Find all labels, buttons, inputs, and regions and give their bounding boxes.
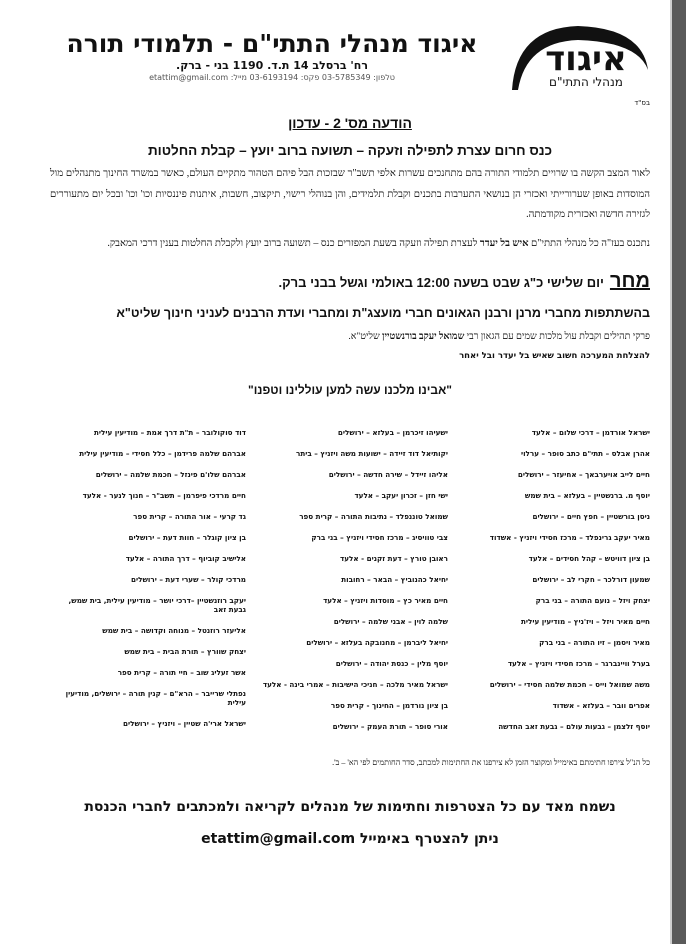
signatories xyxy=(50,428,650,743)
signatory: ישראל ארי'ה שטיין – ויזניץ – ירושלים xyxy=(123,719,246,728)
organization-contact: טלפון: 03-5785349 פקס: 03-6193194 מייל: etattim@gmail.com xyxy=(149,73,395,82)
signatory: נפתלי שרייבר – הרא"ם – קנין תורה – ירושלים, מודיעין עילית xyxy=(65,689,246,707)
text: פרקי תהילים וקבלת עול מלכות שמים עם הגאון רבי xyxy=(464,332,650,342)
signatory: חיים מרדכי פיפרמן – תשב"ר – חנוך לנער - אלעד xyxy=(82,491,246,500)
tomorrow-label: מחר xyxy=(609,270,650,292)
psalms-line xyxy=(50,330,650,344)
letterhead xyxy=(50,20,650,92)
signatory: חיים מאיר ויזל – ויז'ניץ – מודיעין עילית xyxy=(520,617,650,626)
gathering-paragraph xyxy=(50,234,650,255)
signatory: אברהם שלו'ם פינזל – חכמת שלמה – ירושלים xyxy=(95,470,246,479)
signatory: ראובן טורץ – דעת זקנים - אלעד xyxy=(340,554,448,563)
text: לעצרת תפילה וזעקה בשעת המפזרים כנס – תשועה ברוב יועץ ולקבלת החלטות בענין דרכי המאבק. xyxy=(107,237,480,249)
signatory: ישראל אורדמן – דרכי שלום – אלעד xyxy=(531,428,650,437)
organization-logo xyxy=(508,20,650,92)
signatory: משה שמואל וייס – חכמת שלמה חסידי – ירושלים xyxy=(489,680,650,689)
signatory: יעקב רוזנשטיין –דרכי יושר – מודיעין עילית, בית שמש, גבעת זאב xyxy=(68,596,246,614)
svg-text:איגוד: איגוד xyxy=(545,39,627,79)
signatory: מאיר ויסמן – זיו התורה - בני ברק xyxy=(539,638,650,647)
bsd-mark: בס"ד xyxy=(634,99,650,107)
intro-paragraph: לאור המצב הקשה בו שרויים תלמודי התורה בהם מתחנכים עשרות אלפי תשב"ר שבזכות הבל פיהם הטהור מתקיים העולם, כאשר במשרד החינוך מתנהלים מול המוסדות באופן שערורייתי ואכזרי הן בנושאי התערבות בתכנים וקבלת תלמידים, והן בנוהלי רישוי, תיקצוב, חשבות, איתנות פיננסיות וכו' וכו' ובכל יום מתעוררים לגזירה חדשה ואכזרית מקודמתה. xyxy=(50,168,650,220)
footnote: כל הנ"ל צירפו חתימתם באימייל ומקוצר הזמן לא צירפנו את החתימות למכתב, סדר החותמים לפי הא' – ב'. xyxy=(332,758,650,767)
signatory: יוסף זלצמן – גבעות עולם – גבעת זאב החדשה xyxy=(498,722,650,731)
signatory: חיים לייב אויערבאך – אחיעזר – ירושלים xyxy=(517,470,650,479)
letterhead-text xyxy=(50,29,494,83)
signatory: בן ציון דוויטש – קהל חסידים – אלעד xyxy=(528,554,650,563)
signatory: ישי חזן – זכרון יעקב – אלעד xyxy=(354,491,448,500)
signatories-column-2 xyxy=(252,428,448,743)
quote: "אבינו מלכנו עשה למען עוללינו וטפנו" xyxy=(248,383,452,397)
text: שליט"א. xyxy=(348,332,383,342)
email-label: ניתן להצטרף באימייל xyxy=(359,831,499,847)
signatory: ניסן בורשטיין – חפץ חיים – ירושלים xyxy=(532,512,650,521)
signatory: שלמה לוין – אבני שלמה – ירושלים xyxy=(333,617,448,626)
participants-line: בהשתתפות מחברי מרנן ורבנן הגאונים חברי מועצג"ת ומחברי ועדת הרבנים לעניני חינוך שליט"א xyxy=(116,306,650,320)
rabbi-name: שמואל יעקב בורנשטיין xyxy=(382,332,465,342)
event-time xyxy=(50,268,650,296)
signatories-column-1 xyxy=(454,428,650,743)
logo-arc-icon xyxy=(508,20,650,92)
emphasis: איש בל יעדר xyxy=(479,237,529,249)
signatory: דוד סוקולובר – ת"ת דרך אמת – מודיעין עילית xyxy=(93,428,246,437)
signatory: ישעיהו זיכרמן – בעלזא – ירושלים xyxy=(337,428,448,437)
signatory: בן ציון נורדמן – החינוך - קרית ספר xyxy=(330,701,448,710)
page-edge xyxy=(670,0,672,944)
organization-name: איגוד מנהלי התתי"ם - תלמודי תורה xyxy=(66,29,478,58)
signatory: מאיר יעקב גרינפלד – מרכז חסידי ויזניץ - אשדוד xyxy=(489,533,650,542)
organization-address: רח' ברסלב 14 ת.ד. 1190 בני - ברק. xyxy=(176,59,368,72)
signatory: אברהם שלמה פרידמן – כלל חסידי – מודיעין עילית xyxy=(79,449,246,458)
scrollbar[interactable] xyxy=(672,0,686,944)
signatory: אפרים וובר – בעלזא - אשדוד xyxy=(552,701,650,710)
signatory: יוסף מ. ברנשטיין – בעלזא – בית שמש xyxy=(524,491,650,500)
signatory: אליעזר רוזנטל – מנוחה וקדושה – בית שמש xyxy=(102,626,246,635)
signatory: אהרן אבלס – תתי"ם כתב סופר – ערלוי xyxy=(520,449,650,458)
signatory: יצחק שוורץ – תורת הבית – בית שמש xyxy=(124,647,246,656)
signatory: אלישיב קוביוף – דרך התורה – אלעד xyxy=(125,554,246,563)
signatory: יקותיאל דוד זיידה – ישועות משה ויזניץ – ביתר xyxy=(296,449,448,458)
signatory: מרדכי קולר – שערי דעת – ירושלים xyxy=(130,575,246,584)
text: נתכנס בעז"ה כל מנהלי התתי"ם xyxy=(528,237,650,249)
notice-title: הודעה מס' 2 - עדכון xyxy=(288,115,412,131)
signatory: אורי סופר – תורת העמק – ירושלים xyxy=(332,722,448,731)
join-call: נשמח מאד עם כל הצטרפות וחתימות של מנהלים לקריאה ולמכתבים לחברי הכנסת xyxy=(84,799,616,815)
signatory: צבי טוויסיג – מרכז חסידי ויזניץ – בני ברק xyxy=(311,533,448,542)
notice-subtitle: כנס חרום עצרת לתפילה וזעקה – תשועה ברוב יועץ – קבלת החלטות xyxy=(147,143,553,158)
success-line: להצלחת המערכה חשוב שאיש בל יעדר ובל יאחר xyxy=(459,351,650,361)
signatory: ישראל מאיר מלכה – חניכי הישיבות – אמרי בינה - אלעד xyxy=(262,680,448,689)
signatory: יצחק ויזל – נועם התורה – בני ברק xyxy=(535,596,650,605)
signatory: יוסף מלין – כנסת יהודה – ירושלים xyxy=(335,659,448,668)
signatory: יחיאל ליברמן – מחנובקה בעלזא – ירושלים xyxy=(306,638,448,647)
signatory: אליהו זיידל – שירה חדשה – ירושלים xyxy=(328,470,448,479)
signatory: שמעון דורלכר – חקרי לב – ירושלים xyxy=(532,575,650,584)
document-page xyxy=(14,0,686,879)
signatory: גד קרעי – אור התורה – קרית ספר xyxy=(133,512,246,521)
event-time-text: יום שלישי כ"ג שבט בשעה 12:00 באולמי וגשל בבני ברק. xyxy=(278,275,604,290)
signatory: שמואל טוננפלד – נתיבות התורה – קרית ספר xyxy=(299,512,448,521)
email-line xyxy=(50,829,650,849)
email-address[interactable]: etattim@gmail.com xyxy=(201,831,356,847)
signatory: חיים מאיר כץ – מוסדות ויזניץ – אלעד xyxy=(323,596,448,605)
svg-text:מנהלי התתי"ם: מנהלי התתי"ם xyxy=(549,75,623,89)
signatory: יחיאל כהנוביץ – הבאר – רחובות xyxy=(341,575,448,584)
signatories-column-3 xyxy=(50,428,246,743)
signatory: אשר זעליג שוב – חיי תורה – קרית ספר xyxy=(117,668,246,677)
signatory: בערל וויינברגר – מרכז חסידי ויזניץ – אלעד xyxy=(507,659,650,668)
signatory: בן ציון קוגלר – חוות דעת – ירושלים xyxy=(128,533,246,542)
